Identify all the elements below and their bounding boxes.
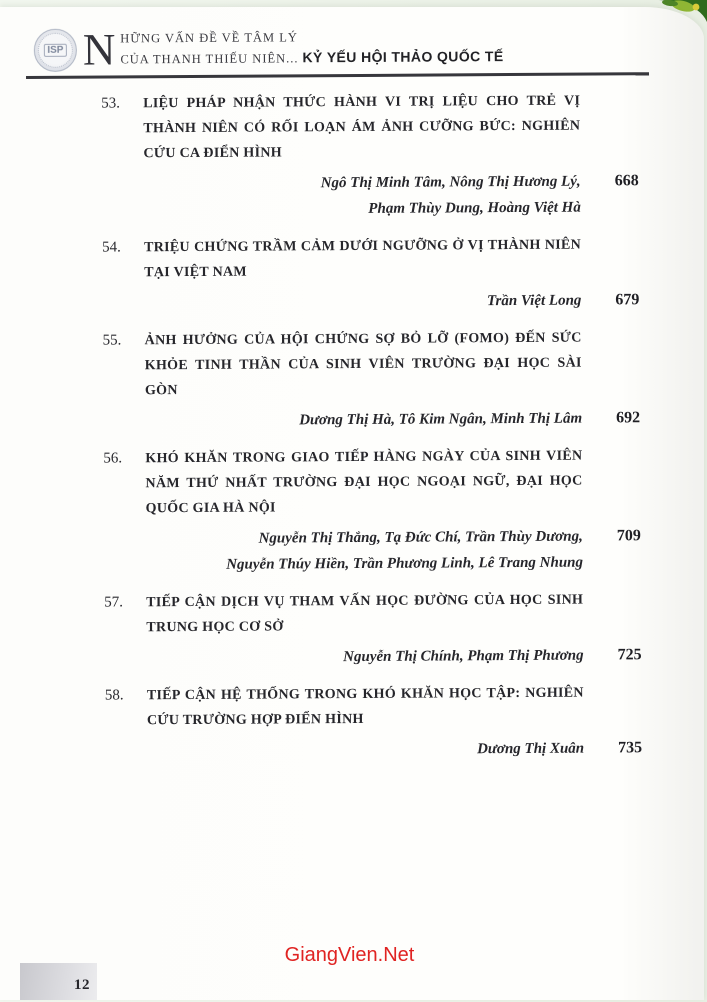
entry-title: TRIỆU CHỨNG TRẦM CẢM DƯỚI NGƯỠNG Ở VỊ THÀNH NIÊN TẠI VIỆT NAM bbox=[144, 237, 582, 281]
masthead-line2-serif: CỦA THANH THIẾU NIÊN... bbox=[120, 51, 299, 67]
entry-byline-row bbox=[102, 287, 639, 316]
toc-entry bbox=[105, 680, 642, 764]
entry-byline-row bbox=[105, 735, 642, 764]
entry-number: 55. bbox=[102, 332, 122, 349]
entry-byline-row bbox=[104, 642, 641, 671]
entry-authors bbox=[144, 288, 581, 317]
entry-title-row bbox=[102, 232, 639, 285]
publisher-seal-logo bbox=[34, 29, 77, 72]
entry-authors bbox=[146, 643, 583, 672]
entry-title-row bbox=[103, 443, 640, 521]
entry-title: KHÓ KHĂN TRONG GIAO TIẾP HÀNG NGÀY CỦA SINH VIÊN NĂM THỨ NHẤT TRƯỜNG ĐẠI HỌC NGOẠI NGỮ, ĐẠI HỌC QUỐC GIA HÀ NỘI bbox=[145, 448, 583, 517]
entry-page-number: 668 bbox=[614, 172, 639, 190]
toc-entry bbox=[101, 88, 639, 223]
entry-title-row bbox=[101, 88, 638, 166]
author-line: Trần Việt Long bbox=[486, 292, 582, 310]
entry-number: 58. bbox=[104, 687, 124, 704]
entry-number: 56. bbox=[103, 450, 123, 467]
page-corner-shadow bbox=[20, 963, 97, 1000]
author-line: Phạm Thùy Dung, Hoàng Việt Hà bbox=[368, 199, 581, 217]
entry-page-number: 692 bbox=[616, 409, 641, 427]
entry-title-row bbox=[104, 587, 641, 640]
entry-authors bbox=[145, 406, 582, 435]
toc-entry bbox=[104, 587, 641, 671]
author-line: Nguyễn Thị Chính, Phạm Thị Phương bbox=[343, 647, 584, 666]
header-divider bbox=[26, 72, 649, 78]
toc-entry bbox=[103, 325, 641, 434]
page-number: 12 bbox=[74, 977, 90, 993]
toc-entry bbox=[103, 443, 641, 578]
masthead-line2-bold: KỶ YẾU HỘI THẢO QUỐC TẾ bbox=[302, 48, 504, 66]
entry-byline-row bbox=[103, 405, 640, 434]
masthead-dropcap: N bbox=[82, 24, 116, 75]
entry-title-row bbox=[105, 680, 642, 733]
entry-authors bbox=[147, 736, 584, 765]
entry-page-number: 735 bbox=[618, 739, 643, 757]
entry-title-row bbox=[103, 325, 640, 403]
watermark: GiangVien.Net bbox=[284, 944, 415, 966]
entry-page-number: 709 bbox=[616, 527, 641, 545]
author-line: Dương Thị Xuân bbox=[477, 740, 585, 758]
entry-authors bbox=[144, 169, 581, 224]
seal-label: ISP bbox=[35, 30, 76, 71]
masthead-line1: HỮNG VẤN ĐỀ VỀ TÂM LÝ bbox=[120, 30, 298, 46]
entry-title: ẢNH HƯỞNG CỦA HỘI CHỨNG SỢ BỎ LỠ (FOMO) ĐẾN SỨC KHỎE TINH THẦN CỦA SINH VIÊN TRƯỜNG ĐẠI HỌC SÀI GÒN bbox=[144, 330, 582, 399]
entry-title: TIẾP CẬN HỆ THỐNG TRONG KHÓ KHĂN HỌC TẬP: NGHIÊN CỨU TRƯỜNG HỢP ĐIỂN HÌNH bbox=[146, 685, 584, 729]
entry-page-number: 679 bbox=[615, 291, 640, 309]
entry-page-number: 725 bbox=[617, 646, 642, 664]
toc-entry bbox=[102, 232, 639, 316]
author-line: Ngô Thị Minh Tâm, Nông Thị Hương Lý, bbox=[320, 173, 581, 192]
masthead-lines bbox=[82, 24, 504, 75]
entry-number: 53. bbox=[101, 95, 120, 112]
entry-authors bbox=[146, 524, 583, 579]
entry-number: 54. bbox=[102, 239, 121, 256]
masthead-line2 bbox=[83, 48, 504, 67]
entry-byline-row bbox=[102, 168, 639, 223]
author-line: Nguyễn Thị Thắng, Tạ Đức Chí, Trần Thùy Dương, bbox=[258, 528, 583, 547]
entry-number: 57. bbox=[104, 594, 124, 611]
book-masthead bbox=[82, 24, 504, 75]
entry-byline-row bbox=[104, 523, 641, 578]
entry-title: TIẾP CẬN DỊCH VỤ THAM VẤN HỌC ĐƯỜNG CỦA HỌC SINH TRUNG HỌC CƠ SỞ bbox=[146, 592, 584, 636]
toc-list bbox=[101, 88, 642, 776]
entry-title: LIỆU PHÁP NHẬN THỨC HÀNH VI TRỊ LIỆU CHO TRẺ VỊ THÀNH NIÊN CÓ RỐI LOẠN ÁM ẢNH CƯỠNG BỨC: NGHIÊN CỨU CA ĐIỂN HÌNH bbox=[143, 93, 581, 162]
author-line: Dương Thị Hà, Tô Kim Ngân, Minh Thị Lâm bbox=[299, 410, 583, 429]
author-line: Nguyễn Thúy Hiền, Trần Phương Linh, Lê Trang Nhung bbox=[226, 554, 584, 573]
